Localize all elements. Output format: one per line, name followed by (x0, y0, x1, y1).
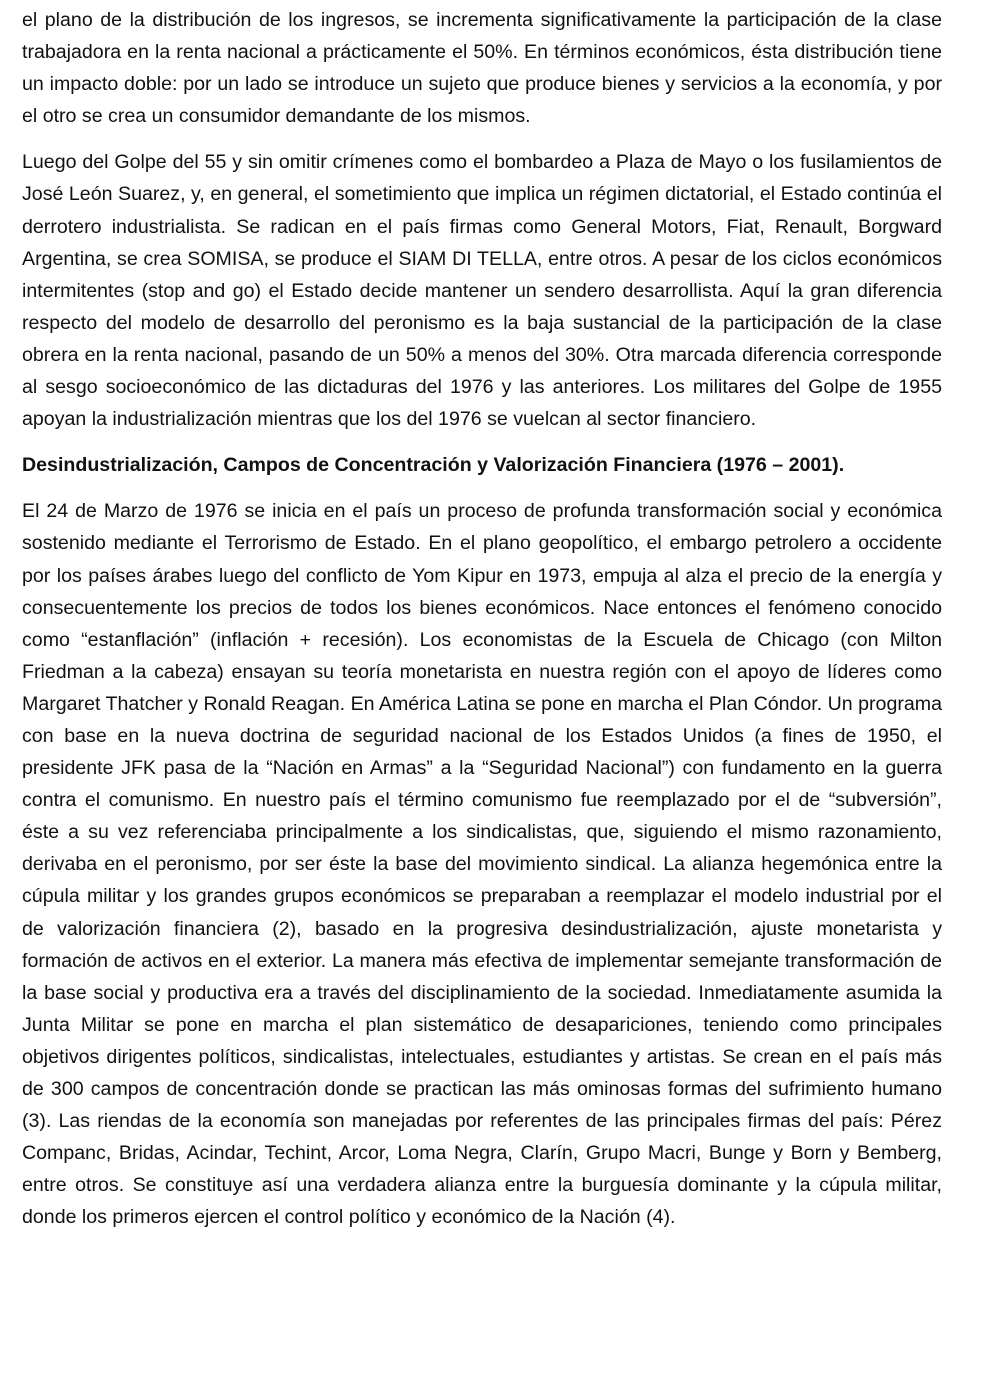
section-heading: Desindustrialización, Campos de Concentración y Valorización Financiera (1976 – 2001). (22, 454, 845, 477)
paragraph-golpe-55: Luego del Golpe del 55 y sin omitir crímenes como el bombardeo a Plaza de Mayo o los fusilamientos de José León Suarez, y, en general, el sometimiento que implica un régimen dictatorial, el Estado continúa el derrotero industrialista. Se radican en el país firmas como General Motors, Fiat, Renault, Borgward Argentina, se crea SOMISA, se produce el SIAM DI TELLA, entre otros. A pesar de los ciclos económicos intermitentes (stop and go) el Estado decide mantener un sendero desarrollista. Aquí la gran diferencia respecto del modelo de desarrollo del peronismo es la baja sustancial de la participación de la clase obrera en la renta nacional, pasando de un 50% a menos del 30%. Otra marcada diferencia corresponde al sesgo socioeconómico de las dictaduras del 1976 y las anteriores. Los militares del Golpe de 1955 apoyan la industrialización mientras que los del 1976 se vuelcan al sector financiero. (22, 151, 942, 431)
paragraph-income-distribution: el plano de la distribución de los ingresos, se incrementa significativamente la participación de la clase trabajadora en la renta nacional a prácticamente el 50%. En términos económicos, ésta distribución tiene un impacto doble: por un lado se introduce un sujeto que produce bienes y servicios a la economía, y por el otro se crea un consumidor demandante de los mismos. (22, 9, 942, 128)
document-page (22, 4, 942, 1247)
paragraph-1976: El 24 de Marzo de 1976 se inicia en el país un proceso de profunda transformación social y económica sostenido mediante el Terrorismo de Estado. En el plano geopolítico, el embargo petrolero a occidente por los países árabes luego del conflicto de Yom Kipur en 1973, empuja al alza el precio de la energía y consecuentemente los precios de todos los bienes económicos. Nace entonces el fenómeno conocido como “estanflación” (inflación + recesión). Los economistas de la Escuela de Chicago (con Milton Friedman a la cabeza) ensayan su teoría monetarista en nuestra región con el apoyo de líderes como Margaret Thatcher y Ronald Reagan. En América Latina se pone en marcha el Plan Cóndor. Un programa con base en la nueva doctrina de seguridad nacional de los Estados Unidos (a fines de 1950, el presidente JFK pasa de la “Nación en Armas” a la “Seguridad Nacional”) con fundamento en la guerra contra el comunismo. En nuestro país el término comunismo fue reemplazado por el de “subversión”, éste a su vez referenciaba principalmente a los sindicalistas, que, siguiendo el mismo razonamiento, derivaba en el peronismo, por ser éste la base del movimiento sindical. La alianza hegemónica entre la cúpula militar y los grandes grupos económicos se preparaban a reemplazar el modelo industrial por el de valorización financiera (2), basado en la progresiva desindustrialización, ajuste monetarista y formación de activos en el exterior. La manera más efectiva de implementar semejante transformación de la base social y productiva era a través del disciplinamiento de la sociedad. Inmediatamente asumida la Junta Militar se pone en marcha el plan sistemático de desapariciones, teniendo como principales objetivos dirigentes políticos, sindicalistas, intelectuales, estudiantes y artistas. Se crean en el país más de 300 campos de concentración donde se practican las más ominosas formas del sufrimiento humano (3). Las riendas de la economía son manejadas por referentes de las principales firmas del país: Pérez Companc, Bridas, Acindar, Techint, Arcor, Loma Negra, Clarín, Grupo Macri, Bunge y Born y Bemberg, entre otros. Se constituye así una verdadera alianza entre la burguesía dominante y la cúpula militar, donde los primeros ejercen el control político y económico de la Nación (4). (22, 500, 942, 1229)
